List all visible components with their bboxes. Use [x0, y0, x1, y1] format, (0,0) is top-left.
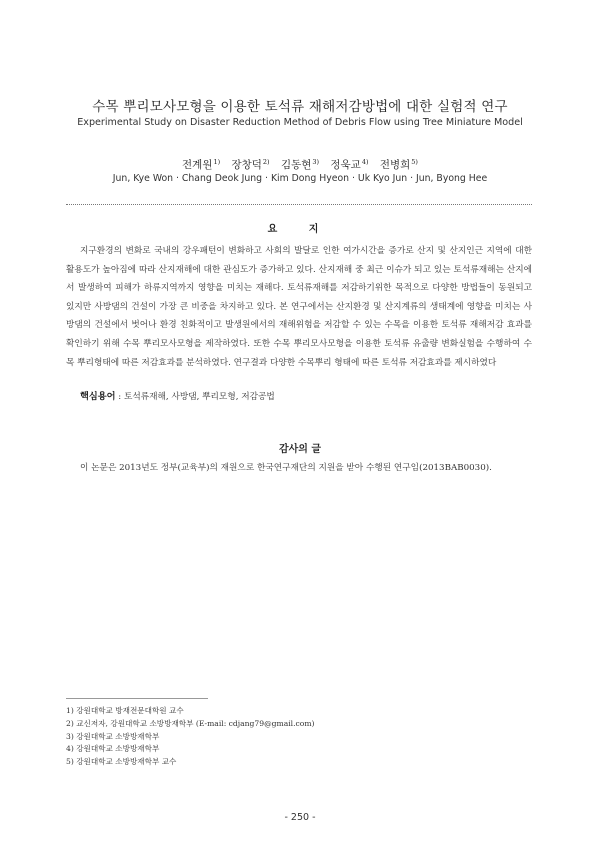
footnote-rule: [66, 698, 208, 699]
author: [281, 159, 319, 171]
keywords-value: : 토석류재해, 사방댐, 뿌리모형, 저감공법: [115, 392, 275, 402]
keywords-line: [80, 388, 532, 402]
footnote-item: 3) 강원대학교 소방방재학부: [66, 731, 160, 741]
author-name: 전계원: [182, 159, 213, 171]
dotted-divider: [66, 204, 532, 205]
author: [330, 159, 368, 171]
footnote-item: 2) 교신저자, 강원대학교 소방방재학부 (E-mail: cdjang79@gmail.com): [66, 718, 315, 728]
footnote-item: 1) 강원대학교 방재전문대학원 교수: [66, 706, 184, 715]
footnote-item: 5) 강원대학교 소방방재학부 교수: [66, 757, 177, 767]
abstract-text: 지구환경의 변화로 국내의 강우패턴이 변화하고 사회의 발달로 인한 여가시간을 증가로 산지 및 산지인근 지역에 대한 활용도가 높아짐에 따라 산지재해에 대한 관심도가 증가하고 있다. 산지재해 중 최근 이슈가 되고 있는 토석류재해는 산지에서 발생하여 피해가 하류지역까지 영향을 미치는 재해다. 토석류재해를 저감하기위한 목적으로 다양한 방법들이 동원되고 있지만 사방댐의 건설이 가장 큰 비중을 차지하고 있다. 본 연구에서는 산지환경 및 산지계류의 생태계에 영향을 미치는 사방댐의 건설에서 벗어나 환경 친화적이고 발생원에서의 재해위험을 저감할 수 있는 수목을 이용한 토석류 재해저감 효과를 확인하기 위해 수목 뿌리모사모형을 제작하였다. 또한 수목 뿌리모사모형을 이용한 토석류 유출량 변화실험을 수행하여 수목 뿌리형태에 따른 저감효과를 분석하였다. 연구결과 다양한 수목뿌리 형태에 따른 토석류 저감효과를 제시하였다: [66, 246, 532, 368]
acknowledgement-heading: 감사의 글: [278, 444, 322, 455]
author-footnote-mark: 1): [213, 158, 221, 166]
paper-title-english: Experimental Study on Disaster Reduction Method of Debris Flow using Tree Miniature Model: [77, 117, 523, 128]
author-name: 전병희: [379, 159, 411, 171]
author-footnote-mark: 4): [361, 158, 369, 166]
author-name: 정욱교: [330, 159, 361, 171]
page-number: - 250 -: [284, 812, 316, 823]
author-footnote-mark: 5): [411, 158, 418, 166]
author: [231, 159, 269, 171]
paper-title-korean: 수목 뿌리모사모형을 이용한 토석류 재해저감방법에 대한 실험적 연구: [92, 99, 508, 115]
footnotes: [66, 705, 532, 769]
author-list-korean: [0, 157, 600, 172]
footnote-item: 4) 강원대학교 소방방재학부: [66, 744, 160, 754]
author: [380, 159, 418, 171]
author: [182, 159, 220, 171]
author-name: 김동현: [280, 159, 312, 171]
keywords-label: 핵심용어: [80, 391, 116, 402]
author-name: 장창덕: [231, 159, 262, 171]
acknowledgement-text: 이 논문은 2013년도 정부(교육부)의 재원으로 한국연구재단의 지원을 받아 수행된 연구임(2013BAB0030).: [80, 463, 492, 473]
author-footnote-mark: 3): [312, 158, 320, 166]
abstract-heading: 요 지: [267, 224, 333, 235]
author-list-english: Jun, Kye Won · Chang Deok Jung · Kim Dong Hyeon · Uk Kyo Jun · Jun, Byong Hee: [112, 173, 488, 184]
author-footnote-mark: 2): [262, 158, 270, 166]
